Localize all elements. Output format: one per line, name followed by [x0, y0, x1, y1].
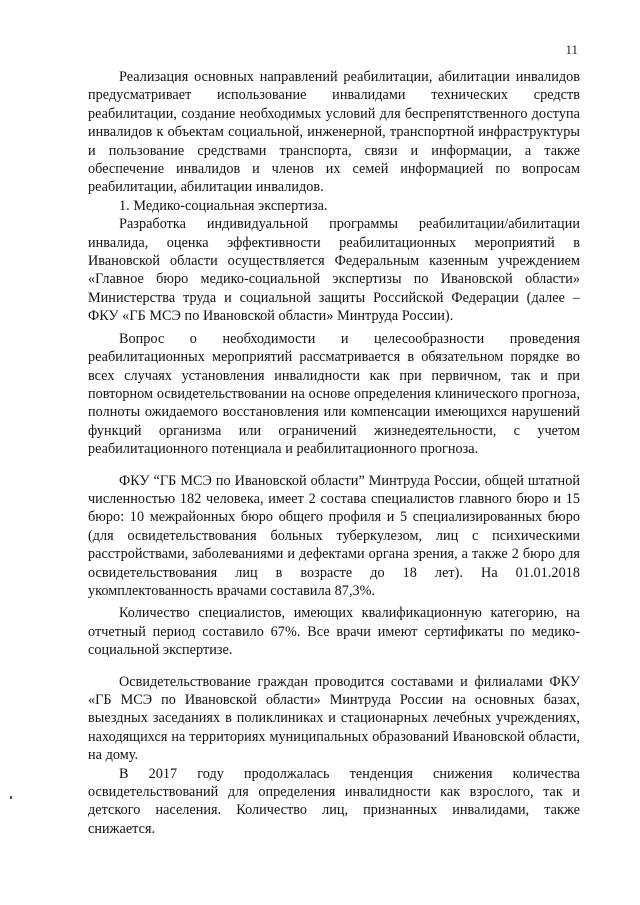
paragraph-examination-locations: Освидетельствование граждан проводится составами и филиалами ФКУ «ГБ МСЭ по Ивановской области» Минтруда России на основных базах, выездных заседаниях в поликлиниках и стационарных лечебных учреждениях, находящихся на территориях муниципальных образований Ивановской области, на дому.: [88, 673, 580, 764]
paragraph-2017-trend: В 2017 году продолжалась тенденция снижения количества освидетельствований для определения инвалидности как взрослого, так и детского населения. Количество лиц, признанных инвалидами, также снижается.: [88, 765, 580, 837]
scan-artifact-dot: [10, 796, 12, 799]
page-number: 11: [565, 42, 578, 57]
paragraph-bureau-staff: ФКУ “ГБ МСЭ по Ивановской области” Минтруда России, общей штатной численностью 182 человека, имеет 2 состава специалистов главного бюро и 15 бюро: 10 межрайонных бюро общего профиля и 5 специализированных бюро (для освидетельствования больных туберкулезом, лиц с психическими расстройствами, заболеваниями и дефектами органа зрения, а также 2 бюро для освидетельствования лиц в возрасте до 18 лет). На 01.01.2018 укомплектованность врачами составила 87,3%.: [88, 472, 580, 599]
paragraph-individual-program: Разработка индивидуальной программы реабилитации/абилитации инвалида, оценка эффективности реабилитационных мероприятий в Ивановской области осуществляется Федеральным казенным учреждением «Главное бюро медико-социальной экспертизы по Ивановской области» Министерства труда и социальной защиты Российской Федерации (далее – ФКУ «ГБ МСЭ по Ивановской области» Минтруда России).: [88, 216, 580, 325]
paragraph-specialists-qualification: Количество специалистов, имеющих квалификационную категорию, на отчетный период составило 67%. Все врачи имеют сертификаты по медико-социальной экспертизе.: [88, 605, 580, 659]
paragraph-rehabilitation-directions: Реализация основных направлений реабилитации, абилитации инвалидов предусматривает использование инвалидами технических средств реабилитации, создание необходимых условий для беспрепятственного доступа инвалидов к объектам социальной, инженерной, транспортной инфраструктуры и пользование средствами транспорта, связи и информации, а также обеспечение инвалидов и членов их семей информацией по вопросам реабилитации, абилитации инвалидов.: [88, 69, 580, 196]
paragraph-necessity-question: Вопрос о необходимости и целесообразности проведения реабилитационных мероприятий рассматривается в обязательном порядке во всех случаях установления инвалидности как при первичном, так и при повторном освидетельствовании на основе определения клинического прогноза, полноты ожидаемого восстановления или компенсации имеющихся нарушений функций организма или ограничений жизнедеятельности, с учетом реабилитационного потенциала и реабилитационного прогноза.: [88, 330, 580, 458]
document-body: [88, 68, 580, 838]
section-heading-medical-social-expertise: 1. Медико-социальная экспертиза.: [119, 197, 328, 214]
